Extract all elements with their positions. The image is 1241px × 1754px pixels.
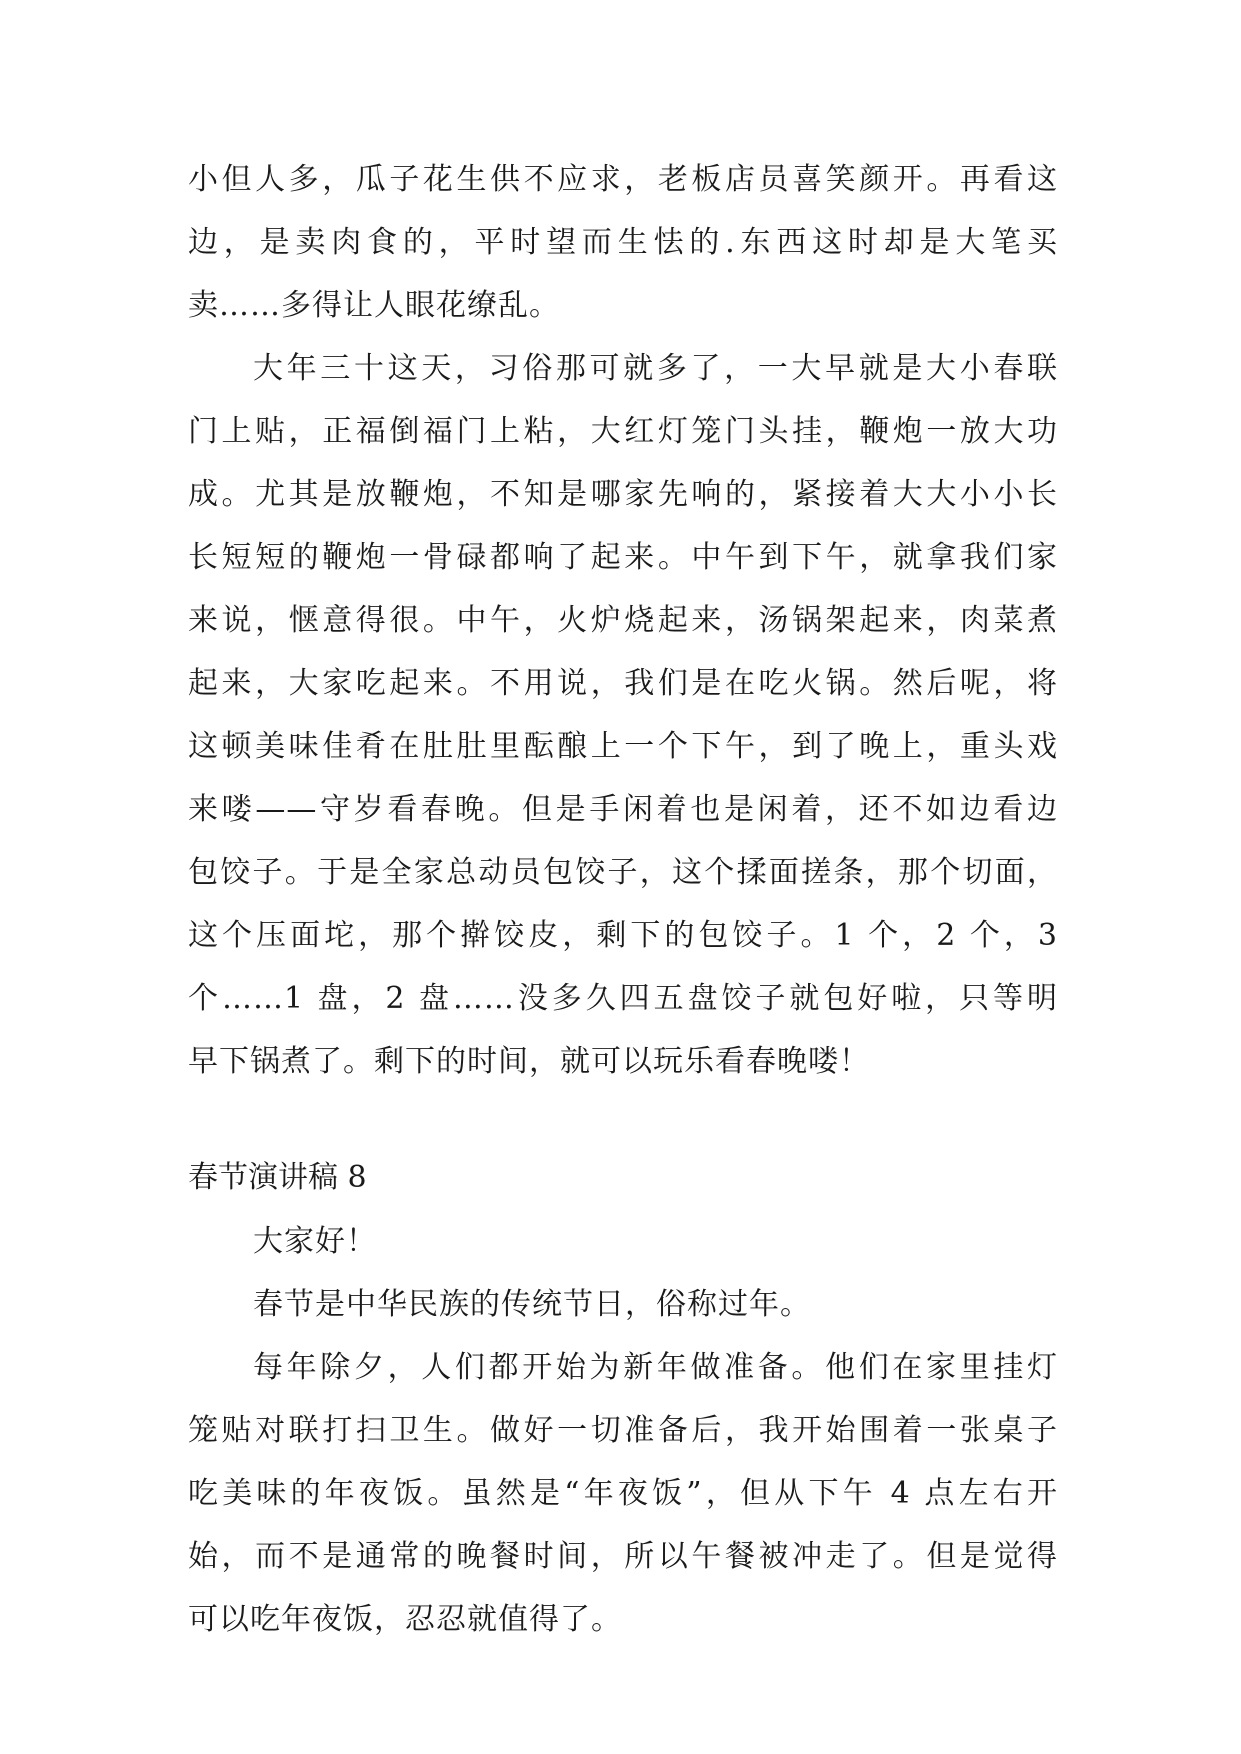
paragraph-dinner xyxy=(188,1348,1058,1640)
text-line: 个……1 盘，2 盘……没多久四五盘饺子就包好啦，只等明 xyxy=(188,981,1058,1016)
text-line: 卖……多得让人眼花缭乱。 xyxy=(188,288,560,323)
text-line: 起来，大家吃起来。不用说，我们是在吃火锅。然后呢，将 xyxy=(188,666,1058,701)
text-line: 成。尤其是放鞭炮，不知是哪家先响的，紧接着大大小小长 xyxy=(188,477,1058,512)
text-line: 长短短的鞭炮一骨碌都响了起来。中午到下午，就拿我们家 xyxy=(188,540,1058,575)
text-line: 大年三十这天，习俗那可就多了，一大早就是大小春联 xyxy=(253,351,1058,386)
text-line: 门上贴，正福倒福门上粘，大红灯笼门头挂，鞭炮一放大功 xyxy=(188,414,1058,449)
text-line: 这顿美味佳肴在肚肚里酝酿上一个下午，到了晚上，重头戏 xyxy=(188,729,1058,764)
paragraph-new-year-eve xyxy=(188,349,1058,1082)
text-line: 来喽——守岁看春晚。但是手闲着也是闲着，还不如边看边 xyxy=(188,792,1058,827)
text-line: 可以吃年夜饭，忍忍就值得了。 xyxy=(188,1602,622,1637)
text-line: 每年除夕，人们都开始为新年做准备。他们在家里挂灯 xyxy=(253,1350,1058,1385)
paragraph-intro: 春节是中华民族的传统节日，俗称过年。 xyxy=(253,1287,811,1322)
text-line: 早下锅煮了。剩下的时间，就可以玩乐看春晚喽！ xyxy=(188,1044,870,1079)
text-line: 小但人多，瓜子花生供不应求，老板店员喜笑颜开。再看这 xyxy=(188,162,1058,197)
text-line: 来说，惬意得很。中午，火炉烧起来，汤锅架起来，肉菜煮 xyxy=(188,603,1058,638)
text-line: 始，而不是通常的晚餐时间，所以午餐被冲走了。但是觉得 xyxy=(188,1539,1058,1574)
greeting: 大家好！ xyxy=(253,1224,377,1259)
text-line: 边，是卖肉食的，平时望而生怯的.东西这时却是大笔买 xyxy=(188,225,1058,260)
document-page xyxy=(188,160,1058,1663)
section-title: 春节演讲稿 8 xyxy=(188,1160,367,1195)
text-line: 笼贴对联打扫卫生。做好一切准备后，我开始围着一张桌子 xyxy=(188,1413,1058,1448)
text-line: 这个压面坨，那个擀饺皮，剩下的包饺子。1 个，2 个，3 xyxy=(188,918,1058,953)
text-line: 吃美味的年夜饭。虽然是“年夜饭”，但从下午 4 点左右开 xyxy=(188,1476,1058,1511)
text-line: 包饺子。于是全家总动员包饺子，这个揉面搓条，那个切面， xyxy=(188,855,1058,890)
paragraph-continued xyxy=(188,160,1058,326)
